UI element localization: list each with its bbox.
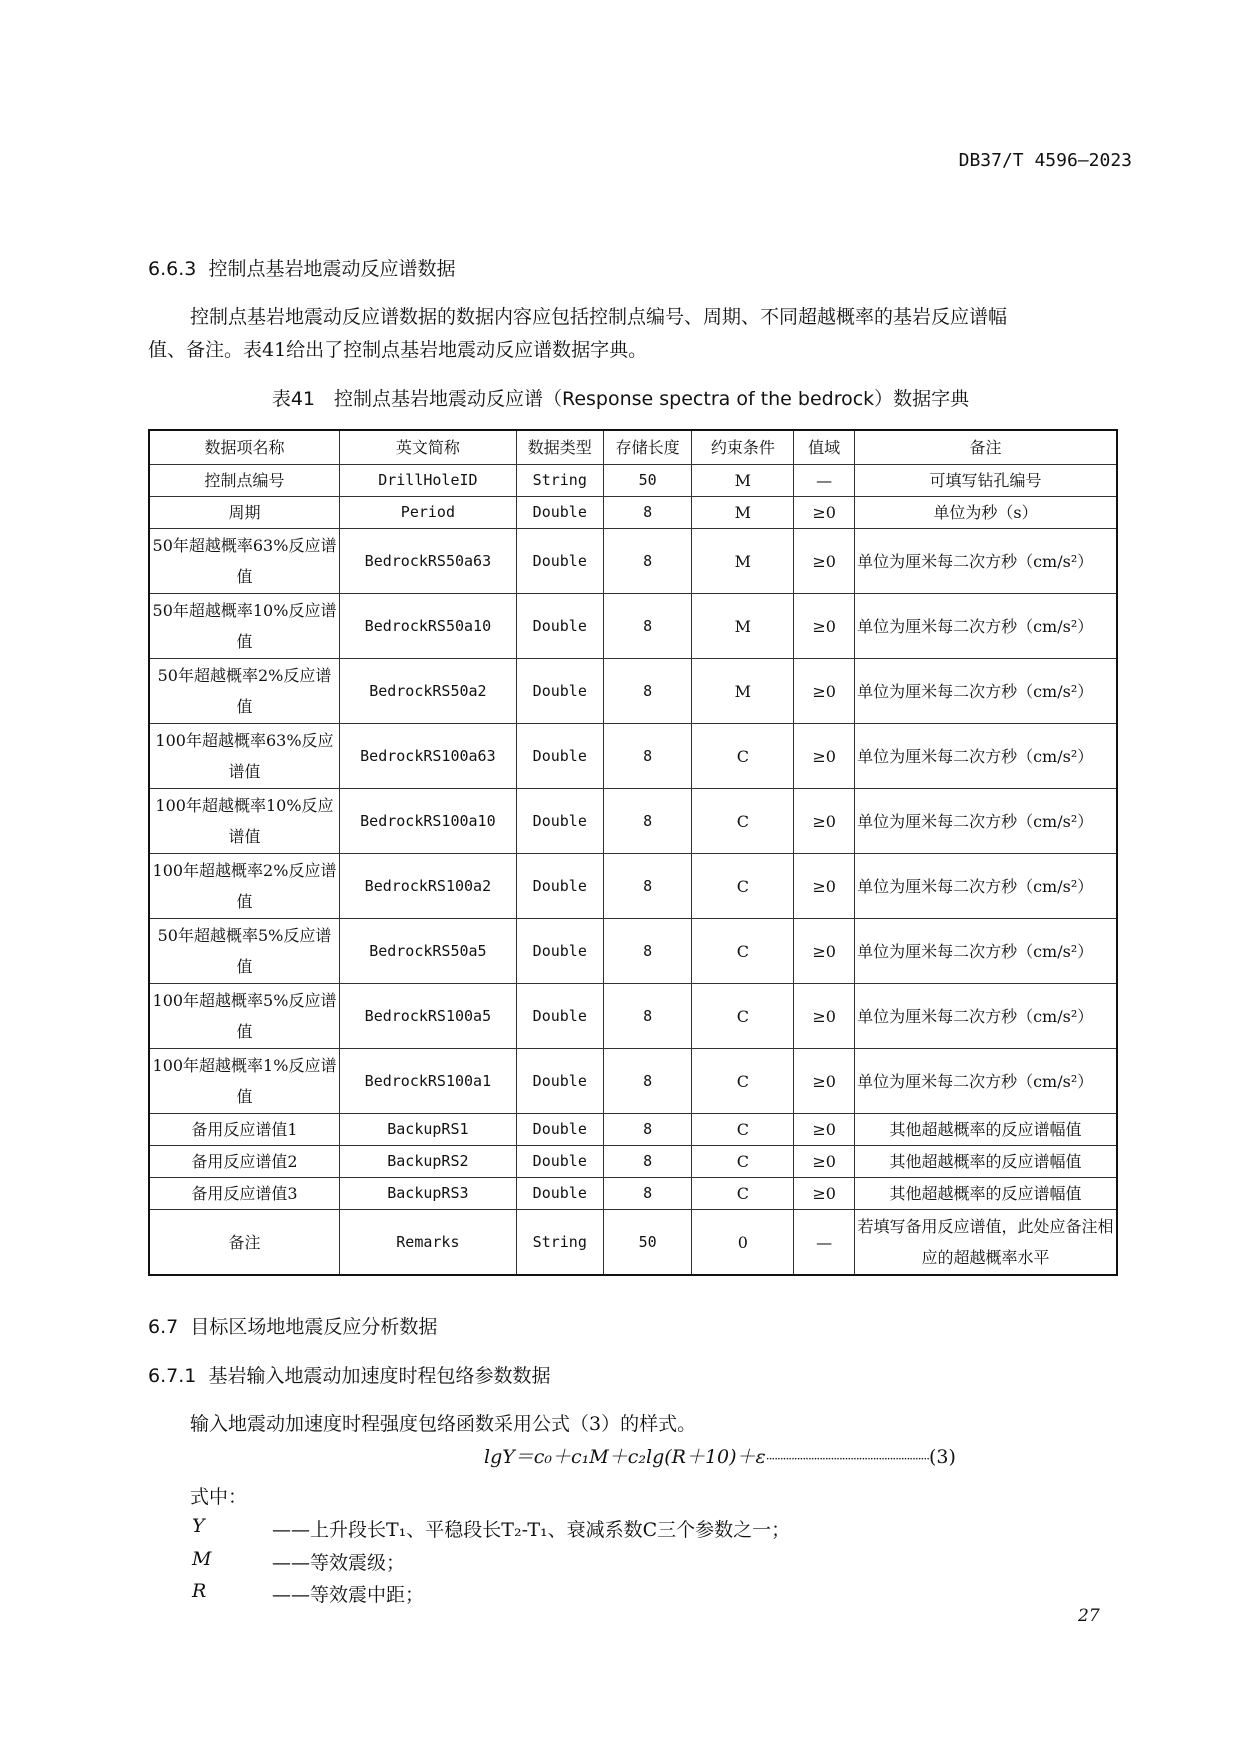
field-name-cell: 周期: [149, 497, 339, 529]
remarks-cell: 单位为厘米每二次方秒（cm/s²）: [855, 724, 1117, 789]
field-name-cell: 备用反应谱值3: [149, 1178, 339, 1210]
column-header: 数据类型: [516, 430, 603, 465]
english-abbr-cell: BedrockRS100a10: [339, 789, 516, 854]
english-abbr-cell: Period: [339, 497, 516, 529]
paragraph-line: 控制点基岩地震动反应谱数据的数据内容应包括控制点编号、周期、不同超越概率的基岩反应谱幅: [190, 306, 1008, 328]
data-dictionary-table: [148, 429, 1118, 1276]
data-type-cell: Double: [516, 724, 603, 789]
page-number: 27: [1078, 1606, 1100, 1626]
data-type-cell: Double: [516, 497, 603, 529]
remarks-cell: 其他超越概率的反应谱幅值: [855, 1178, 1117, 1210]
field-name-cell: 100年超越概率5%反应谱值: [149, 984, 339, 1049]
value-range-cell: ≥0: [794, 724, 855, 789]
table-row: [149, 789, 1117, 854]
column-header: 备注: [855, 430, 1117, 465]
table-row: [149, 854, 1117, 919]
english-abbr-cell: BackupRS3: [339, 1178, 516, 1210]
field-name-cell: 备用反应谱值2: [149, 1146, 339, 1178]
storage-length-cell: 50: [603, 1210, 692, 1276]
field-name-cell: 控制点编号: [149, 465, 339, 497]
section-heading-6-7-1: [148, 1361, 550, 1388]
variable-description: ——等效震中距；: [272, 1584, 425, 1606]
table-row: [149, 659, 1117, 724]
value-range-cell: ≥0: [794, 594, 855, 659]
variable-description: ——等效震级；: [272, 1552, 406, 1574]
english-abbr-cell: BedrockRS50a10: [339, 594, 516, 659]
value-range-cell: ≥0: [794, 497, 855, 529]
english-abbr-cell: BedrockRS100a5: [339, 984, 516, 1049]
data-type-cell: Double: [516, 984, 603, 1049]
constraint-cell: 0: [692, 1210, 794, 1276]
value-range-cell: ≥0: [794, 789, 855, 854]
table-row: [149, 919, 1117, 984]
column-header: 数据项名称: [149, 430, 339, 465]
table-row: [149, 1178, 1117, 1210]
section-heading-6-7: [148, 1312, 437, 1339]
field-name-cell: 100年超越概率2%反应谱值: [149, 854, 339, 919]
column-header: 存储长度: [603, 430, 692, 465]
variable-symbol: R: [192, 1580, 207, 1602]
table-row: [149, 497, 1117, 529]
data-type-cell: Double: [516, 594, 603, 659]
constraint-cell: C: [692, 1178, 794, 1210]
value-range-cell: —: [794, 465, 855, 497]
remarks-cell: 其他超越概率的反应谱幅值: [855, 1146, 1117, 1178]
formula-number: (3): [929, 1446, 956, 1468]
formula-expression: lgY＝c₀＋c₁M＋c₂lg(R＋10)＋ε: [484, 1446, 766, 1468]
table-row: [149, 724, 1117, 789]
data-type-cell: Double: [516, 529, 603, 594]
data-type-cell: String: [516, 465, 603, 497]
data-type-cell: Double: [516, 789, 603, 854]
remarks-cell: 可填写钻孔编号: [855, 465, 1117, 497]
english-abbr-cell: BedrockRS100a63: [339, 724, 516, 789]
value-range-cell: ≥0: [794, 1146, 855, 1178]
remarks-cell: 单位为厘米每二次方秒（cm/s²）: [855, 659, 1117, 724]
remarks-cell: 若填写备用反应谱值，此处应备注相应的超越概率水平: [855, 1210, 1117, 1276]
english-abbr-cell: BackupRS1: [339, 1114, 516, 1146]
column-header: 值域: [794, 430, 855, 465]
table-caption: 表41 控制点基岩地震动反应谱（Response spectra of the bedrock）数据字典: [271, 388, 970, 410]
english-abbr-cell: BedrockRS50a5: [339, 919, 516, 984]
table-row: [149, 465, 1117, 497]
constraint-cell: C: [692, 919, 794, 984]
field-name-cell: 50年超越概率2%反应谱值: [149, 659, 339, 724]
constraint-cell: C: [692, 1049, 794, 1114]
value-range-cell: ≥0: [794, 659, 855, 724]
field-name-cell: 50年超越概率10%反应谱值: [149, 594, 339, 659]
paragraph-line: 值、备注。表41给出了控制点基岩地震动反应谱数据字典。: [148, 339, 648, 361]
remarks-cell: 单位为厘米每二次方秒（cm/s²）: [855, 594, 1117, 659]
value-range-cell: ≥0: [794, 919, 855, 984]
formula-3: [484, 1442, 956, 1469]
constraint-cell: C: [692, 789, 794, 854]
column-header: 英文简称: [339, 430, 516, 465]
value-range-cell: ≥0: [794, 854, 855, 919]
table-row: [149, 1146, 1117, 1178]
table-row: [149, 1049, 1117, 1114]
variable-description: ——上升段长T₁、平稳段长T₂-T₁、衰减系数C三个参数之一；: [272, 1519, 791, 1541]
remarks-cell: 单位为厘米每二次方秒（cm/s²）: [855, 984, 1117, 1049]
field-name-cell: 100年超越概率1%反应谱值: [149, 1049, 339, 1114]
value-range-cell: ≥0: [794, 1178, 855, 1210]
storage-length-cell: 8: [603, 984, 692, 1049]
storage-length-cell: 8: [603, 789, 692, 854]
data-type-cell: Double: [516, 1146, 603, 1178]
constraint-cell: M: [692, 659, 794, 724]
english-abbr-cell: DrillHoleID: [339, 465, 516, 497]
section-number: 6.7: [148, 1316, 179, 1338]
remarks-cell: 单位为厘米每二次方秒（cm/s²）: [855, 529, 1117, 594]
field-name-cell: 50年超越概率63%反应谱值: [149, 529, 339, 594]
section-title: 控制点基岩地震动反应谱数据: [208, 258, 456, 280]
remarks-cell: 单位为秒（s）: [855, 497, 1117, 529]
section-title: 基岩输入地震动加速度时程包络参数数据: [208, 1365, 551, 1387]
data-type-cell: Double: [516, 1114, 603, 1146]
document-code-header: DB37/T 4596—2023: [958, 150, 1132, 171]
section-title: 目标区场地地震反应分析数据: [190, 1316, 438, 1338]
table-row: [149, 1210, 1117, 1276]
data-type-cell: Double: [516, 854, 603, 919]
storage-length-cell: 8: [603, 1049, 692, 1114]
english-abbr-cell: BackupRS2: [339, 1146, 516, 1178]
formula-leader-dots: ··························································: [765, 1452, 930, 1466]
variable-symbol: Y: [192, 1515, 205, 1537]
storage-length-cell: 8: [603, 1178, 692, 1210]
remarks-cell: 单位为厘米每二次方秒（cm/s²）: [855, 854, 1117, 919]
constraint-cell: C: [692, 724, 794, 789]
section-number: 6.6.3: [148, 258, 197, 280]
constraint-cell: M: [692, 497, 794, 529]
value-range-cell: —: [794, 1210, 855, 1276]
english-abbr-cell: BedrockRS100a2: [339, 854, 516, 919]
storage-length-cell: 8: [603, 1146, 692, 1178]
remarks-cell: 其他超越概率的反应谱幅值: [855, 1114, 1117, 1146]
storage-length-cell: 8: [603, 529, 692, 594]
variable-symbol: M: [192, 1548, 212, 1570]
data-type-cell: Double: [516, 919, 603, 984]
constraint-cell: M: [692, 529, 794, 594]
constraint-cell: M: [692, 465, 794, 497]
constraint-cell: C: [692, 854, 794, 919]
storage-length-cell: 8: [603, 594, 692, 659]
storage-length-cell: 50: [603, 465, 692, 497]
section-number: 6.7.1: [148, 1365, 197, 1387]
section-heading-6-6-3: [148, 254, 455, 281]
field-name-cell: 备注: [149, 1210, 339, 1276]
table-row: [149, 1114, 1117, 1146]
field-name-cell: 50年超越概率5%反应谱值: [149, 919, 339, 984]
remarks-cell: 单位为厘米每二次方秒（cm/s²）: [855, 1049, 1117, 1114]
storage-length-cell: 8: [603, 497, 692, 529]
english-abbr-cell: Remarks: [339, 1210, 516, 1276]
remarks-cell: 单位为厘米每二次方秒（cm/s²）: [855, 789, 1117, 854]
data-type-cell: Double: [516, 659, 603, 724]
value-range-cell: ≥0: [794, 529, 855, 594]
constraint-cell: M: [692, 594, 794, 659]
english-abbr-cell: BedrockRS100a1: [339, 1049, 516, 1114]
field-name-cell: 100年超越概率10%反应谱值: [149, 789, 339, 854]
where-label: 式中：: [190, 1486, 248, 1508]
value-range-cell: ≥0: [794, 1049, 855, 1114]
field-name-cell: 备用反应谱值1: [149, 1114, 339, 1146]
storage-length-cell: 8: [603, 1114, 692, 1146]
value-range-cell: ≥0: [794, 984, 855, 1049]
data-type-cell: String: [516, 1210, 603, 1276]
storage-length-cell: 8: [603, 854, 692, 919]
english-abbr-cell: BedrockRS50a2: [339, 659, 516, 724]
constraint-cell: C: [692, 984, 794, 1049]
data-type-cell: Double: [516, 1049, 603, 1114]
table-row: [149, 594, 1117, 659]
field-name-cell: 100年超越概率63%反应谱值: [149, 724, 339, 789]
constraint-cell: C: [692, 1146, 794, 1178]
english-abbr-cell: BedrockRS50a63: [339, 529, 516, 594]
paragraph-line: 输入地震动加速度时程强度包络函数采用公式（3）的样式。: [190, 1413, 697, 1435]
data-type-cell: Double: [516, 1178, 603, 1210]
storage-length-cell: 8: [603, 659, 692, 724]
storage-length-cell: 8: [603, 724, 692, 789]
table-row: [149, 984, 1117, 1049]
remarks-cell: 单位为厘米每二次方秒（cm/s²）: [855, 919, 1117, 984]
storage-length-cell: 8: [603, 919, 692, 984]
column-header: 约束条件: [692, 430, 794, 465]
table-row: [149, 529, 1117, 594]
value-range-cell: ≥0: [794, 1114, 855, 1146]
constraint-cell: C: [692, 1114, 794, 1146]
